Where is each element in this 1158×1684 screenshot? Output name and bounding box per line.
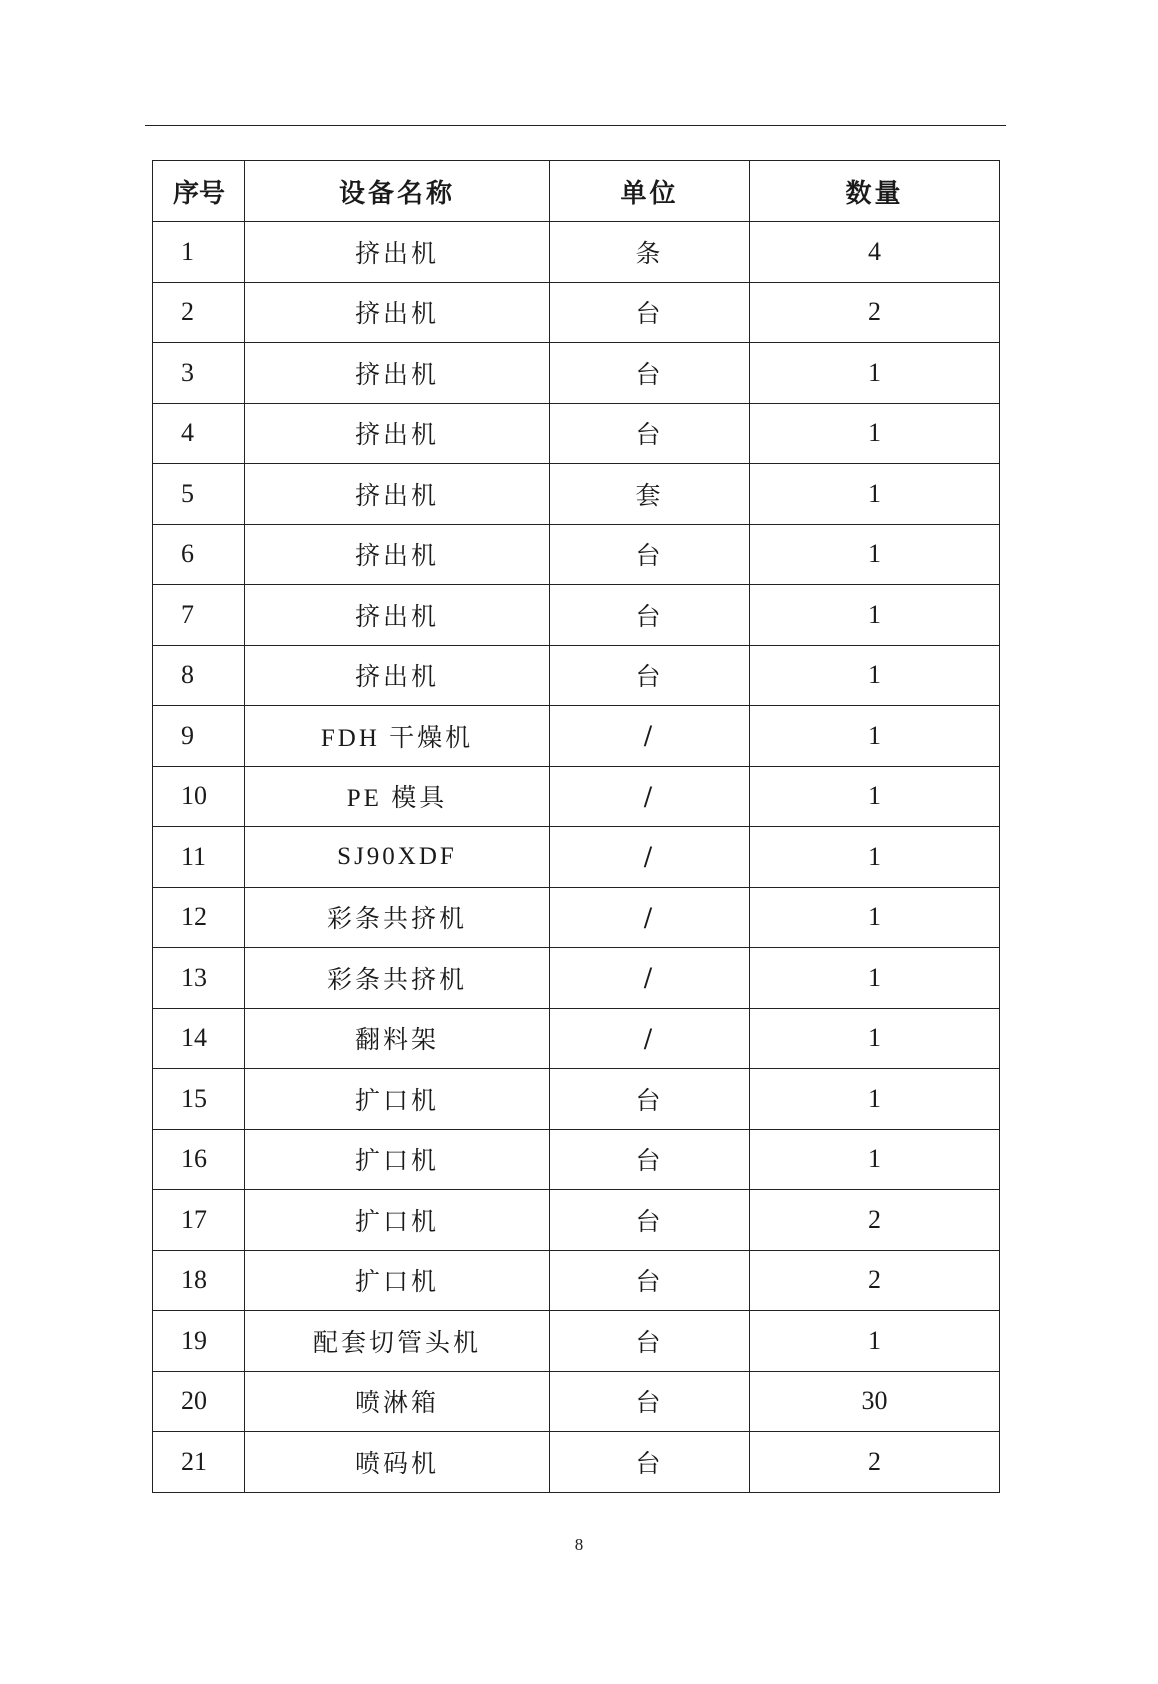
cell-unit: 台: [550, 343, 750, 404]
cell-unit: 台: [550, 585, 750, 646]
cell-equipment-name: 挤出机: [245, 464, 550, 525]
cell-unit: 台: [550, 1190, 750, 1251]
cell-equipment-name: 挤出机: [245, 524, 550, 585]
cell-equipment-name: 扩口机: [245, 1250, 550, 1311]
table-row: [153, 645, 1000, 706]
cell-unit: 台: [550, 524, 750, 585]
cell-index: 5: [153, 464, 245, 525]
table-row: [153, 1432, 1000, 1493]
cell-index: 19: [153, 1311, 245, 1372]
cell-quantity: 1: [750, 645, 1000, 706]
header-index: 序号: [153, 161, 245, 222]
cell-quantity: 2: [750, 1432, 1000, 1493]
cell-quantity: 1: [750, 585, 1000, 646]
cell-equipment-name: 喷码机: [245, 1432, 550, 1493]
table-row: [153, 464, 1000, 525]
cell-quantity: 1: [750, 1069, 1000, 1130]
cell-equipment-name: 挤出机: [245, 403, 550, 464]
cell-equipment-name: 挤出机: [245, 585, 550, 646]
cell-quantity: 1: [750, 403, 1000, 464]
cell-quantity: 1: [750, 706, 1000, 767]
cell-index: 17: [153, 1190, 245, 1251]
cell-index: 8: [153, 645, 245, 706]
cell-unit: 台: [550, 282, 750, 343]
equipment-table: [152, 160, 1000, 1493]
cell-quantity: 2: [750, 1190, 1000, 1251]
cell-index: 16: [153, 1129, 245, 1190]
cell-unit: /: [550, 766, 750, 827]
cell-equipment-name: 翻料架: [245, 1008, 550, 1069]
table-row: [153, 1250, 1000, 1311]
cell-quantity: 1: [750, 887, 1000, 948]
cell-equipment-name: 扩口机: [245, 1129, 550, 1190]
cell-equipment-name: 扩口机: [245, 1190, 550, 1251]
table-row: [153, 766, 1000, 827]
cell-index: 6: [153, 524, 245, 585]
table-row: [153, 1371, 1000, 1432]
cell-unit: /: [550, 1008, 750, 1069]
cell-unit: 台: [550, 645, 750, 706]
cell-quantity: 2: [750, 1250, 1000, 1311]
header-quantity: 数量: [750, 161, 1000, 222]
cell-equipment-name: 扩口机: [245, 1069, 550, 1130]
cell-unit: 台: [550, 1069, 750, 1130]
cell-index: 12: [153, 887, 245, 948]
cell-equipment-name: 挤出机: [245, 343, 550, 404]
cell-quantity: 1: [750, 343, 1000, 404]
cell-unit: 台: [550, 1250, 750, 1311]
header-rule: [145, 125, 1006, 126]
table-row: [153, 1190, 1000, 1251]
header-unit: 单位: [550, 161, 750, 222]
cell-quantity: 1: [750, 1008, 1000, 1069]
cell-index: 20: [153, 1371, 245, 1432]
cell-quantity: 30: [750, 1371, 1000, 1432]
cell-equipment-name: 挤出机: [245, 282, 550, 343]
cell-index: 4: [153, 403, 245, 464]
cell-unit: 台: [550, 1432, 750, 1493]
cell-quantity: 1: [750, 1129, 1000, 1190]
table-row: [153, 887, 1000, 948]
table-row: [153, 948, 1000, 1009]
cell-index: 21: [153, 1432, 245, 1493]
cell-quantity: 1: [750, 524, 1000, 585]
cell-index: 13: [153, 948, 245, 1009]
cell-index: 18: [153, 1250, 245, 1311]
cell-equipment-name: 彩条共挤机: [245, 887, 550, 948]
table-header-row: [153, 161, 1000, 222]
cell-index: 10: [153, 766, 245, 827]
cell-equipment-name: 挤出机: [245, 222, 550, 283]
cell-quantity: 4: [750, 222, 1000, 283]
cell-equipment-name: 彩条共挤机: [245, 948, 550, 1009]
cell-unit: /: [550, 948, 750, 1009]
cell-quantity: 1: [750, 1311, 1000, 1372]
cell-equipment-name: PE 模具: [245, 766, 550, 827]
cell-index: 11: [153, 827, 245, 888]
cell-unit: 台: [550, 1371, 750, 1432]
cell-equipment-name: 配套切管头机: [245, 1311, 550, 1372]
table-row: [153, 282, 1000, 343]
table-row: [153, 1129, 1000, 1190]
cell-index: 9: [153, 706, 245, 767]
cell-unit: /: [550, 827, 750, 888]
cell-unit: 台: [550, 1311, 750, 1372]
cell-equipment-name: SJ90XDF: [245, 827, 550, 888]
cell-equipment-name: 喷淋箱: [245, 1371, 550, 1432]
cell-unit: 台: [550, 1129, 750, 1190]
cell-equipment-name: FDH 干燥机: [245, 706, 550, 767]
table-row: [153, 827, 1000, 888]
table-row: [153, 343, 1000, 404]
cell-quantity: 1: [750, 464, 1000, 525]
cell-index: 3: [153, 343, 245, 404]
table-row: [153, 706, 1000, 767]
cell-unit: 套: [550, 464, 750, 525]
page-number: 8: [574, 1535, 584, 1554]
cell-unit: /: [550, 706, 750, 767]
table-row: [153, 1069, 1000, 1130]
cell-unit: 台: [550, 403, 750, 464]
cell-index: 2: [153, 282, 245, 343]
header-name: 设备名称: [245, 161, 550, 222]
cell-index: 1: [153, 222, 245, 283]
table-row: [153, 222, 1000, 283]
cell-quantity: 1: [750, 827, 1000, 888]
cell-index: 14: [153, 1008, 245, 1069]
table-row: [153, 524, 1000, 585]
cell-index: 7: [153, 585, 245, 646]
table-row: [153, 585, 1000, 646]
table-row: [153, 403, 1000, 464]
cell-unit: /: [550, 887, 750, 948]
cell-quantity: 2: [750, 282, 1000, 343]
cell-unit: 条: [550, 222, 750, 283]
cell-quantity: 1: [750, 948, 1000, 1009]
cell-index: 15: [153, 1069, 245, 1130]
table-row: [153, 1311, 1000, 1372]
table-row: [153, 1008, 1000, 1069]
cell-quantity: 1: [750, 766, 1000, 827]
cell-equipment-name: 挤出机: [245, 645, 550, 706]
